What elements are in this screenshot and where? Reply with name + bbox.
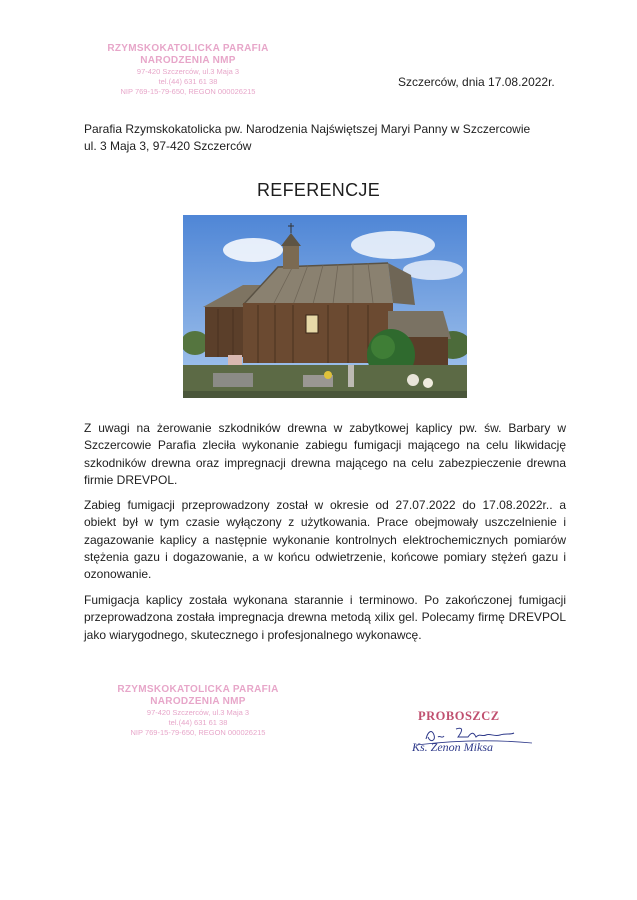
stamp-line-4: tel.(44) 631 61 38 — [158, 77, 218, 86]
date-line: Szczerców, dnia 17.08.2022r. — [398, 75, 555, 89]
paragraph-3: Fumigacja kaplicy została wykonana starannie i terminowo. Po zakończonej fumigacji przeprowadzona została impregnacja drewna metodą xilix gel. Polecamy firmę DREVPOL jako wiarygodnego, skutecznego i profesjonalnego wykonawcę. — [84, 593, 566, 642]
stamp-line-2: NARODZENIA NMP — [140, 55, 236, 66]
stamp-line-3: 97-420 Szczerców, ul.3 Maja 3 — [136, 67, 240, 76]
chapel-photo — [183, 215, 467, 398]
signature-role: PROBOSZCZ — [418, 709, 500, 723]
stamp-line-2: NARODZENIA NMP — [150, 696, 246, 707]
paragraph-1: Z uwagi na żerowanie szkodników drewna w zabytkowej kaplicy pw. św. Barbary w Szczercowie Parafia zleciła wykonanie zabiegu fumigacji mającego na celu likwidację szkodników drewna oraz impregnacji drewna mającego na celu zabezpieczenie drewna firmie DREVPOL. — [84, 421, 566, 487]
stamp-line-5: NIP 769-15-79-650, REGON 000026215 — [120, 87, 256, 96]
stamp-line-5: NIP 769-15-79-650, REGON 000026215 — [130, 728, 266, 737]
document-title: REFERENCJE — [256, 180, 380, 200]
parish-stamp-top — [88, 43, 288, 97]
addressee-block — [84, 121, 530, 155]
parish-stamp-bottom — [98, 684, 298, 738]
stamp-line-1: RZYMSKOKATOLICKA PARAFIA — [107, 43, 269, 54]
stamp-line-1: RZYMSKOKATOLICKA PARAFIA — [117, 684, 279, 695]
addressee-name: Parafia Rzymskokatolicka pw. Narodzenia Najświętszej Maryi Panny w Szczercowie — [84, 122, 531, 136]
addressee-address: ul. 3 Maja 3, 97-420 Szczerców — [84, 139, 252, 153]
stamp-line-3: 97-420 Szczerców, ul.3 Maja 3 — [146, 708, 250, 717]
paragraph-2: Zabieg fumigacji przeprowadzony został w okresie od 27.07.2022 do 17.08.2022r.. a obiekt był w tym czasie wyłączony z użytkowania. Prace obejmowały uszczelnienie i zagazowanie kaplicy a następnie wykonanie kontrolnych elektrochemicznych pomiarów stężenia gazu i dogazowanie, a w końcu odwietrzenie, końcowe pomiary stężeń gazu i ozonowanie. — [84, 498, 566, 582]
signature-name: Ks. Zenon Miksa — [412, 740, 493, 754]
stamp-line-4: tel.(44) 631 61 38 — [168, 718, 228, 727]
